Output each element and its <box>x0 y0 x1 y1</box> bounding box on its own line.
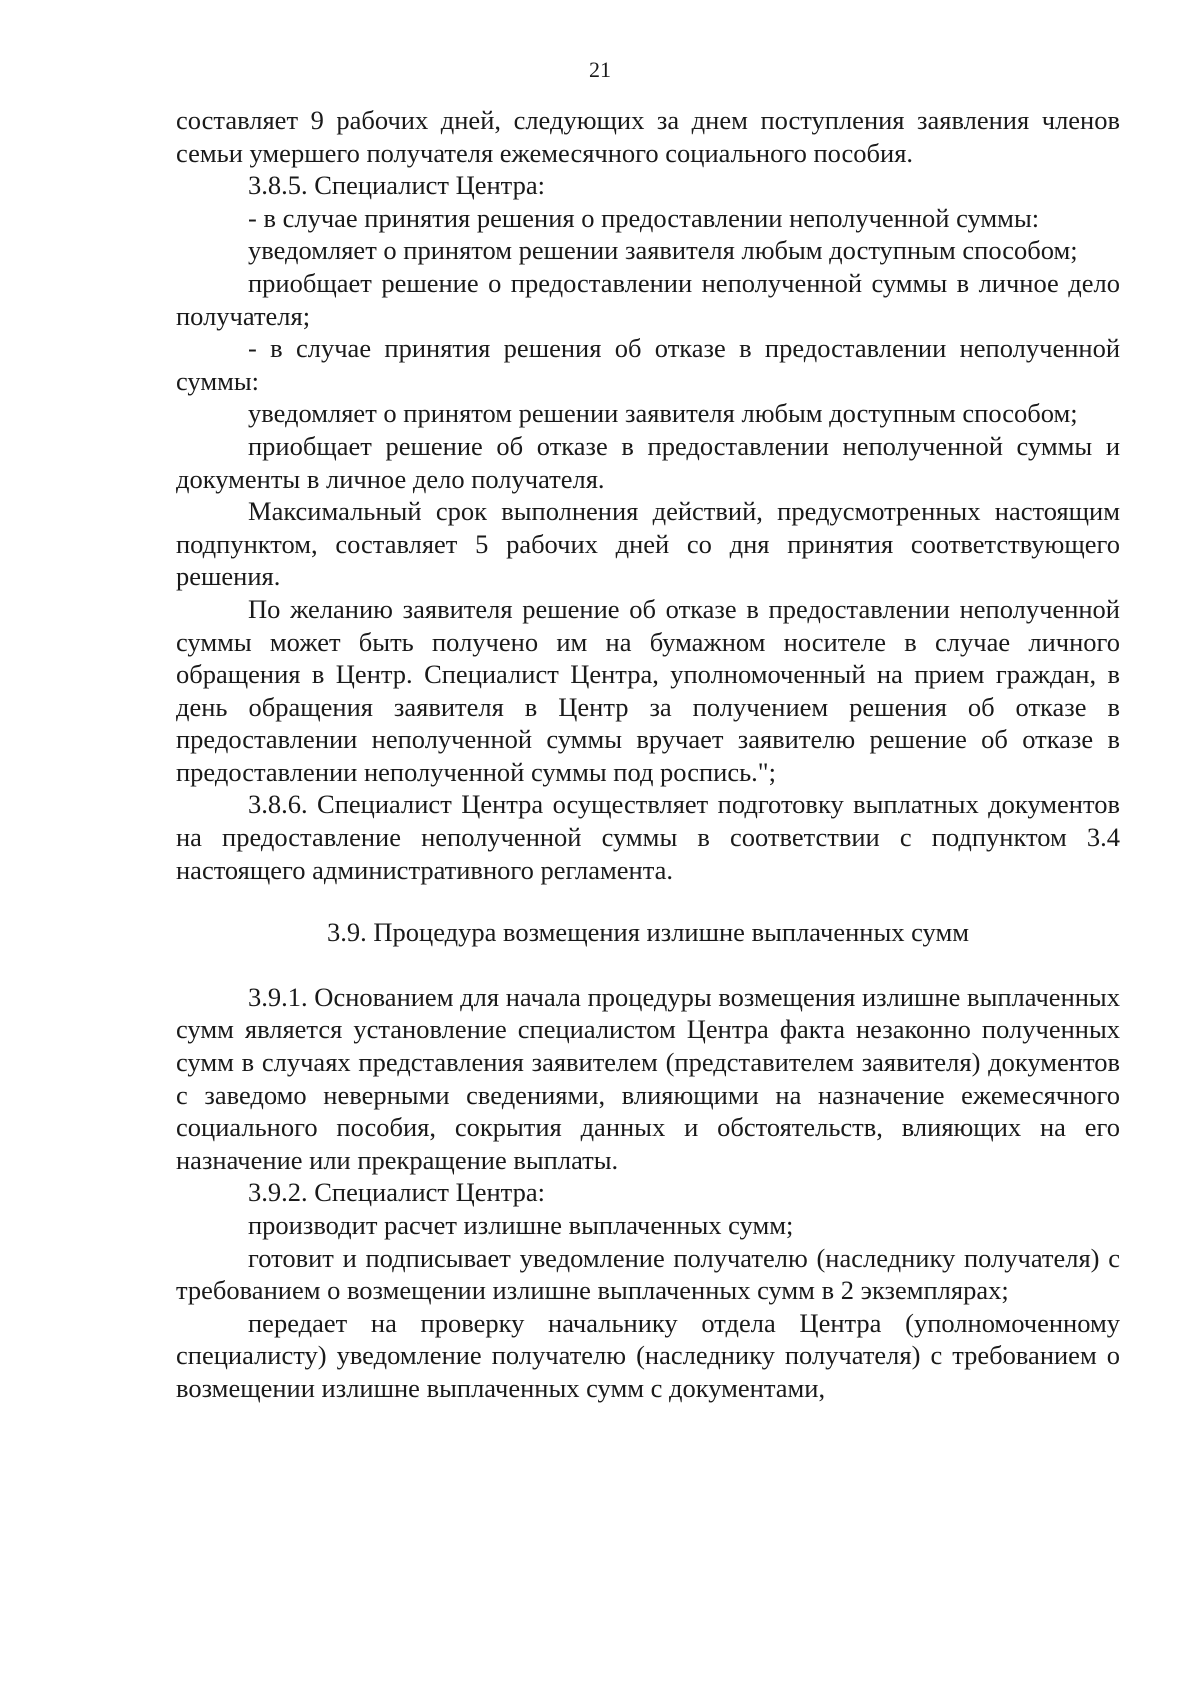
paragraph: уведомляет о принятом решении заявителя любым доступным способом; <box>248 398 1078 429</box>
paragraph: готовит и подписывает уведомление получателю (наследнику получателя) с требованием о возмещении излишне выплаченных сумм в 2 экземплярах; <box>176 1242 1120 1306</box>
paragraph: 3.8.5. Специалист Центра: <box>248 170 545 201</box>
paragraph: составляет 9 рабочих дней, следующих за днем поступления заявления членов семьи умершего получателя ежемесячного социального пособия. <box>176 105 1120 168</box>
paragraph: 3.8.6. Специалист Центра осуществляет подготовку выплатных документов на предоставление неполученной суммы в соответствии с подпунктом 3.4 настоящего административного регламента. <box>176 789 1120 885</box>
paragraph: - в случае принятия решения о предоставлении неполученной суммы: <box>248 202 1040 233</box>
paragraphs-before-heading <box>176 104 1120 886</box>
paragraph: передает на проверку начальнику отдела Центра (уполномоченному специалисту) уведомление получателю (наследнику получателя) с требованием о возмещении излишне выплаченных сумм с документами, <box>176 1307 1120 1403</box>
paragraph: приобщает решение об отказе в предоставлении неполученной суммы и документы в личное дело получателя. <box>176 430 1120 494</box>
section-heading: 3.9. Процедура возмещения излишне выплаченных сумм <box>327 917 969 948</box>
paragraph: приобщает решение о предоставлении неполученной суммы в личное дело получателя; <box>176 267 1120 331</box>
paragraph: уведомляет о принятом решении заявителя любым доступным способом; <box>248 235 1078 266</box>
page-number: 21 <box>589 57 611 82</box>
paragraph: производит расчет излишне выплаченных сумм; <box>248 1210 794 1240</box>
paragraph: 3.9.1. Основанием для начала процедуры возмещения излишне выплаченных сумм является установление специалистом Центра факта незаконно полученных сумм в случаях представления заявителем (представителем заявителя) документов с заведомо неверными сведениями, влияющими на назначение ежемесячного социального пособия, сокрытия данных и обстоятельств, влияющих на его назначение или прекращение выплаты. <box>176 981 1120 1175</box>
paragraph: - в случае принятия решения об отказе в предоставлении неполученной суммы: <box>176 333 1120 396</box>
paragraph: По желанию заявителя решение об отказе в предоставлении неполученной суммы может быть получено им на бумажном носителе в случае личного обращения в Центр. Специалист Центра, уполномоченный на прием граждан, в день обращения заявителя в Центр за получением решения об отказе в предоставлении неполученной суммы вручает заявителю решение об отказе в предоставлении неполученной суммы под роспись."; <box>176 593 1120 787</box>
paragraph: Максимальный срок выполнения действий, предусмотренных настоящим подпунктом, составляет 5 рабочих дней со дня принятия соответствующего решения. <box>176 496 1120 592</box>
paragraph: 3.9.2. Специалист Центра: <box>248 1177 545 1208</box>
paragraphs-after-heading <box>176 981 1120 1405</box>
document-body <box>176 104 1120 1405</box>
